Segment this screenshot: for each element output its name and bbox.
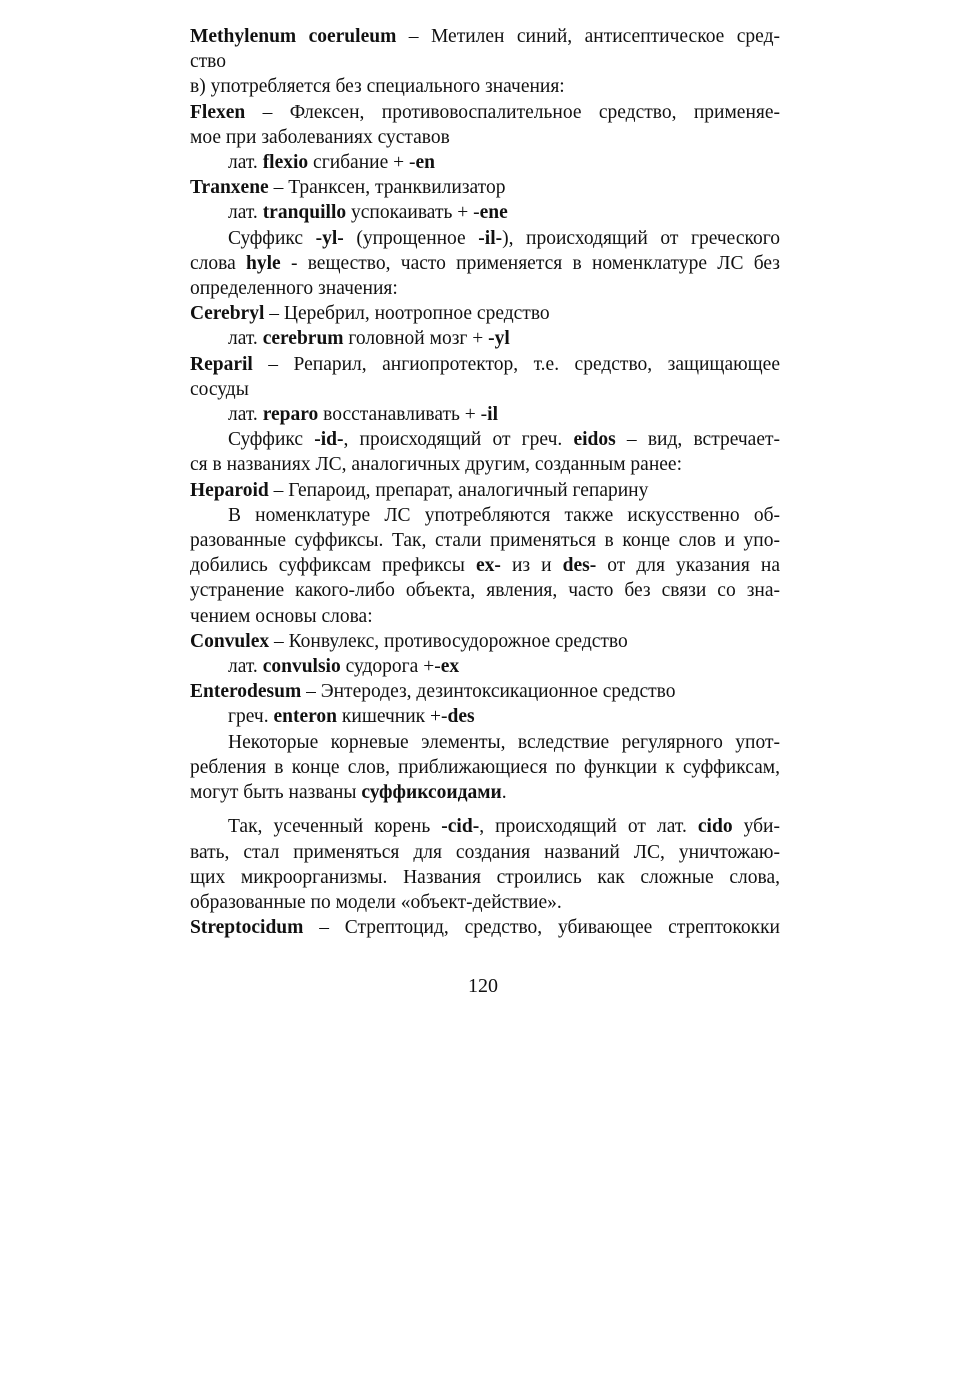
text-line <box>190 679 780 704</box>
text-line <box>190 553 780 578</box>
bold-term: enteron <box>273 706 338 728</box>
text-line <box>190 301 780 326</box>
text-run: ся в названиях ЛС, аналогичных другим, созданным ранее: <box>190 454 683 476</box>
text-run: сгибание + - <box>308 152 416 174</box>
text-line <box>190 150 780 175</box>
text-line <box>190 402 780 427</box>
text-line <box>190 503 780 528</box>
text-run: могут быть названы <box>190 782 362 804</box>
bold-term: Cerebryl <box>190 303 265 325</box>
bold-term: des <box>447 706 475 728</box>
text-line <box>190 629 780 654</box>
text-line <box>190 654 780 679</box>
text-run: – Стрептоцид, средство, убивающее стрептококки <box>303 917 780 939</box>
bold-term: -il- <box>478 227 503 249</box>
bold-term: eidos <box>573 429 616 451</box>
text-line <box>190 352 780 377</box>
text-line <box>190 840 780 865</box>
text-run: в) употребляется без специального значения: <box>190 76 565 98</box>
text-run: слова <box>190 252 247 274</box>
text-run: греч. <box>228 706 274 728</box>
text-line <box>190 427 780 452</box>
page-body <box>190 24 780 940</box>
bold-term: Flexen <box>190 101 246 123</box>
text-run: добились суффиксам префиксы <box>190 555 476 577</box>
text-run: сосуды <box>190 378 249 400</box>
bold-term: Convulex <box>190 630 270 652</box>
text-line <box>190 175 780 200</box>
text-run: – Энтеродез, дезинтоксикационное средство <box>301 681 676 703</box>
text-line <box>190 780 780 805</box>
text-run: – Гепароид, препарат, аналогичный гепарину <box>268 479 649 501</box>
text-line <box>190 100 780 125</box>
text-run: лат. <box>228 404 263 426</box>
text-line <box>190 528 780 553</box>
text-run: восстанавливать + - <box>318 404 488 426</box>
text-line <box>190 49 780 74</box>
text-run: – Конвулекс, противосудорожное средство <box>269 630 628 652</box>
bold-term: en <box>415 152 435 174</box>
text-line <box>190 74 780 99</box>
bold-term: cerebrum <box>262 328 344 350</box>
text-run: Некоторые корневые элементы, вследствие регулярного упот- <box>228 731 780 753</box>
text-run: – Церебрил, ноотропное средство <box>264 303 550 325</box>
text-run: разованные суффиксы. Так, стали применяться в конце слов и упо- <box>190 530 780 552</box>
text-line <box>190 125 780 150</box>
bold-term: Streptocidum <box>190 917 304 939</box>
bold-term: Tranxene <box>190 177 269 199</box>
text-run: лат. <box>228 328 263 350</box>
bold-term: reparo <box>262 404 319 426</box>
text-run: лат. <box>228 656 263 678</box>
bold-term: Reparil <box>190 353 253 375</box>
text-line <box>190 200 780 225</box>
text-run: ), происходящий от греческого <box>502 227 780 249</box>
text-line <box>190 865 780 890</box>
text-run: ребления в конце слов, приближающиеся по функции к суффиксам, <box>190 756 780 778</box>
bold-term: cido <box>697 816 733 838</box>
text-run: – Флексен, противовоспалительное средство, применяе- <box>245 101 780 123</box>
text-line <box>190 915 780 940</box>
text-line <box>190 730 780 755</box>
text-line <box>190 377 780 402</box>
text-line <box>190 478 780 503</box>
text-run: уби- <box>732 816 780 838</box>
bold-term: hyle <box>246 252 281 274</box>
text-run: образованные по модели «объект-действие». <box>190 891 562 913</box>
text-run: В номенклатуре ЛС употребляются также искусственно об- <box>228 504 780 526</box>
text-line <box>190 814 780 839</box>
text-run: лат. <box>228 202 263 224</box>
text-run: Суффикс <box>228 429 315 451</box>
bold-term: ex <box>440 656 460 678</box>
text-line <box>190 24 780 49</box>
text-run: – вид, встречает- <box>615 429 781 451</box>
bold-term: -yl- <box>315 227 344 249</box>
text-run: щих микроорганизмы. Названия строились как сложные слова, <box>190 866 780 888</box>
text-line <box>190 251 780 276</box>
text-line <box>190 604 780 629</box>
page-number: 120 <box>468 975 498 997</box>
bold-term: -yl <box>488 328 510 350</box>
text-run: – Транксен, транквилизатор <box>268 177 506 199</box>
text-run: кишечник +- <box>337 706 448 728</box>
bold-term: Enterodesum <box>190 681 302 703</box>
text-run: – Метилен синий, антисептическое сред- <box>396 26 780 47</box>
text-line <box>190 755 780 780</box>
text-run: вать, стал применяться для создания названий ЛС, уничтожаю- <box>190 841 780 863</box>
text-line <box>190 890 780 915</box>
text-run: успокаивать + - <box>346 202 480 224</box>
text-line <box>190 226 780 251</box>
text-run: – Репарил, ангиопротектор, т.е. средство, защищающее <box>252 353 780 375</box>
text-run: от для указания на <box>596 555 780 577</box>
text-run: Так, усеченный корень <box>228 816 442 838</box>
text-run: , происходящий от греч. <box>343 429 574 451</box>
bold-term: il <box>487 404 499 426</box>
text-run: Суффикс <box>228 227 316 249</box>
text-run: чением основы слова: <box>190 605 373 627</box>
text-run: из и <box>500 555 563 577</box>
text-run: , происходящий от лат. <box>479 816 698 838</box>
bold-term: flexio <box>262 152 309 174</box>
text-line <box>190 276 780 301</box>
text-run: определенного значения: <box>190 278 398 300</box>
text-run: устранение какого-либо объекта, явления, часто без связи со зна- <box>190 580 780 602</box>
text-line <box>190 704 780 729</box>
bold-term: ex- <box>475 555 501 577</box>
text-run: мое при заболеваниях суставов <box>190 126 450 148</box>
bold-term: суффиксоидами <box>361 782 502 804</box>
text-line <box>190 326 780 351</box>
text-run: - вещество, часто применяется в номенклатуре ЛС без <box>280 252 780 274</box>
bold-term: ene <box>479 202 508 224</box>
bold-term: des- <box>562 555 597 577</box>
bold-term: Heparoid <box>190 479 269 501</box>
bold-term: tranquillo <box>262 202 347 224</box>
bold-term: convulsio <box>262 656 341 678</box>
text-run: . <box>501 782 507 804</box>
text-line <box>190 452 780 477</box>
bold-term: Methylenum coeruleum <box>190 26 397 47</box>
bold-term: -id- <box>314 429 344 451</box>
text-run: ство <box>190 51 227 73</box>
bold-term: -cid- <box>441 816 480 838</box>
text-run: (упрощенное <box>343 227 479 249</box>
text-line <box>190 578 780 603</box>
text-run: лат. <box>228 152 263 174</box>
text-run: судорога +- <box>340 656 441 678</box>
text-run: головной мозг + <box>343 328 489 350</box>
